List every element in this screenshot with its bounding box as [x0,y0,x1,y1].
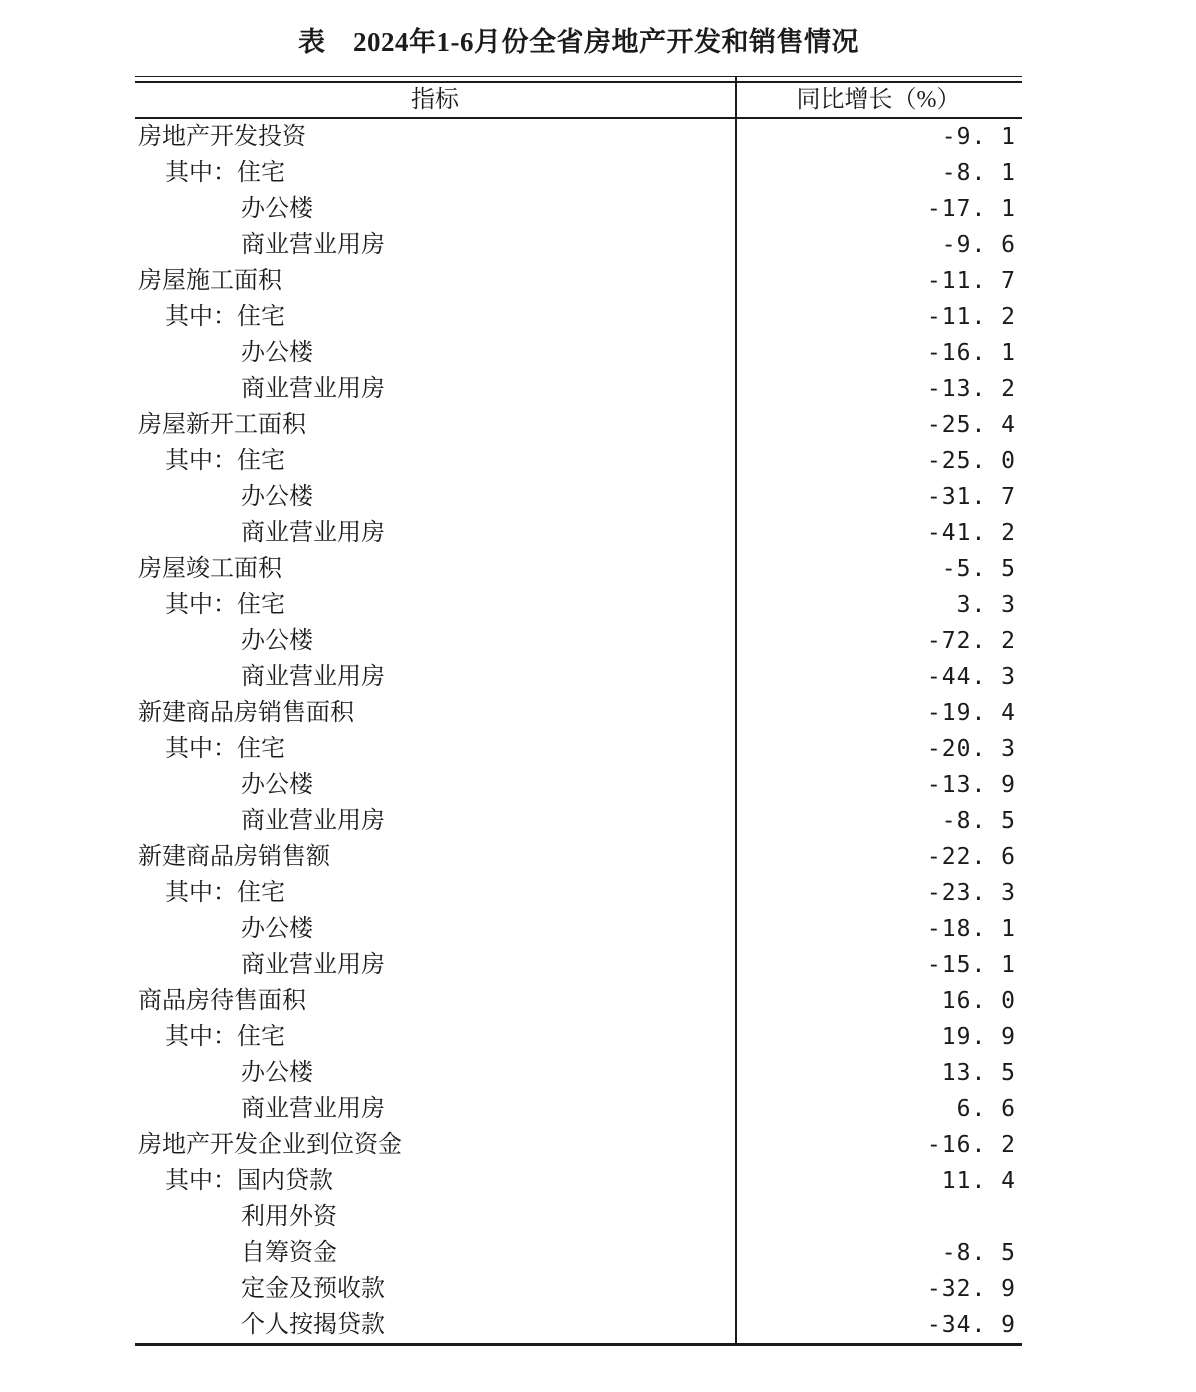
row-label: 商业营业用房 [241,376,385,402]
row-label: 其中：住宅 [165,1024,285,1050]
row-label: 房屋竣工面积 [138,556,282,582]
table-row [135,371,1022,407]
row-label: 其中：住宅 [165,880,285,906]
row-label: 其中：住宅 [165,592,285,618]
table-row [135,875,1022,911]
row-value: -8. 5 [941,808,1016,834]
table-row [135,731,1022,767]
row-label: 新建商品房销售面积 [138,700,354,726]
row-value: -13. 2 [926,376,1016,402]
row-label: 办公楼 [241,772,313,798]
row-value: -17. 1 [926,196,1016,222]
row-value: -22. 6 [926,844,1016,870]
table-row [135,227,1022,263]
table-row [135,515,1022,551]
table-row [135,695,1022,731]
row-value: 11. 4 [941,1168,1016,1194]
row-value: -8. 1 [941,160,1016,186]
row-value: 19. 9 [941,1024,1016,1050]
row-value: -8. 5 [941,1240,1016,1266]
table-row [135,443,1022,479]
table-row [135,335,1022,371]
table-row [135,1307,1022,1343]
table-row [135,551,1022,587]
row-value: -18. 1 [926,916,1016,942]
row-value: -9. 1 [941,124,1016,150]
row-label: 新建商品房销售额 [138,844,330,870]
table-row [135,767,1022,803]
row-label: 办公楼 [241,196,313,222]
column-divider-line [735,77,737,1346]
row-value: -44. 3 [926,664,1016,690]
page [135,0,1022,1346]
table-row [135,983,1022,1019]
table-row [135,155,1022,191]
row-label: 商品房待售面积 [138,988,306,1014]
table-row [135,1127,1022,1163]
row-label: 其中：住宅 [165,160,285,186]
table-row [135,1019,1022,1055]
row-value: -19. 4 [926,700,1016,726]
row-label: 其中：住宅 [165,448,285,474]
row-label: 商业营业用房 [241,232,385,258]
table-row [135,1235,1022,1271]
row-label: 房屋施工面积 [138,268,282,294]
table-row [135,299,1022,335]
row-value: -41. 2 [926,520,1016,546]
table-row [135,839,1022,875]
column-header-growth: 同比增长（%） [796,87,961,113]
table-row [135,911,1022,947]
row-label: 定金及预收款 [241,1276,385,1302]
table-row [135,947,1022,983]
row-label: 其中：住宅 [165,304,285,330]
row-label: 房地产开发投资 [138,124,306,150]
table-row [135,263,1022,299]
row-value: -34. 9 [926,1312,1016,1338]
row-label: 办公楼 [241,916,313,942]
row-label: 商业营业用房 [241,664,385,690]
table-row [135,803,1022,839]
row-label: 利用外资 [241,1204,337,1230]
table-row [135,1055,1022,1091]
statistics-table [135,76,1022,1346]
table-row [135,1091,1022,1127]
row-label: 办公楼 [241,340,313,366]
table-row [135,587,1022,623]
row-value: 3. 3 [956,592,1016,618]
table-row [135,623,1022,659]
row-label: 房地产开发企业到位资金 [138,1132,402,1158]
row-label: 个人按揭贷款 [241,1312,385,1338]
table-row [135,1199,1022,1235]
row-value: -25. 4 [926,412,1016,438]
table-row [135,191,1022,227]
row-value: -23. 3 [926,880,1016,906]
row-label: 商业营业用房 [241,520,385,546]
row-value: -72. 2 [926,628,1016,654]
row-label: 办公楼 [241,1060,313,1086]
table-row [135,1271,1022,1307]
row-label: 其中：住宅 [165,736,285,762]
row-value: -31. 7 [926,484,1016,510]
row-value: -11. 7 [926,268,1016,294]
table-header-row [135,83,1022,119]
row-value [735,1199,1022,1235]
row-value: 13. 5 [941,1060,1016,1086]
row-value: -16. 2 [926,1132,1016,1158]
row-label: 商业营业用房 [241,952,385,978]
row-label: 其中：国内贷款 [165,1168,333,1194]
row-value: 6. 6 [956,1096,1016,1122]
row-value: -11. 2 [926,304,1016,330]
row-value: -9. 6 [941,232,1016,258]
row-value: -20. 3 [926,736,1016,762]
row-value: -5. 5 [941,556,1016,582]
table-body [135,119,1022,1343]
row-value: -15. 1 [926,952,1016,978]
column-header-indicator: 指标 [411,87,459,113]
table-title: 表 2024年1-6月份全省房地产开发和销售情况 [298,27,859,57]
row-label: 自筹资金 [241,1240,337,1266]
table-row [135,1163,1022,1199]
row-value: 16. 0 [941,988,1016,1014]
table-frame [135,81,1022,1346]
row-label: 商业营业用房 [241,1096,385,1122]
row-value: -25. 0 [926,448,1016,474]
row-label: 办公楼 [241,628,313,654]
row-value: -32. 9 [926,1276,1016,1302]
row-value: -13. 9 [926,772,1016,798]
row-label: 房屋新开工面积 [138,412,306,438]
row-label: 办公楼 [241,484,313,510]
table-row [135,659,1022,695]
table-row [135,119,1022,155]
row-value: -16. 1 [926,340,1016,366]
table-row [135,407,1022,443]
table-row [135,479,1022,515]
row-label: 商业营业用房 [241,808,385,834]
